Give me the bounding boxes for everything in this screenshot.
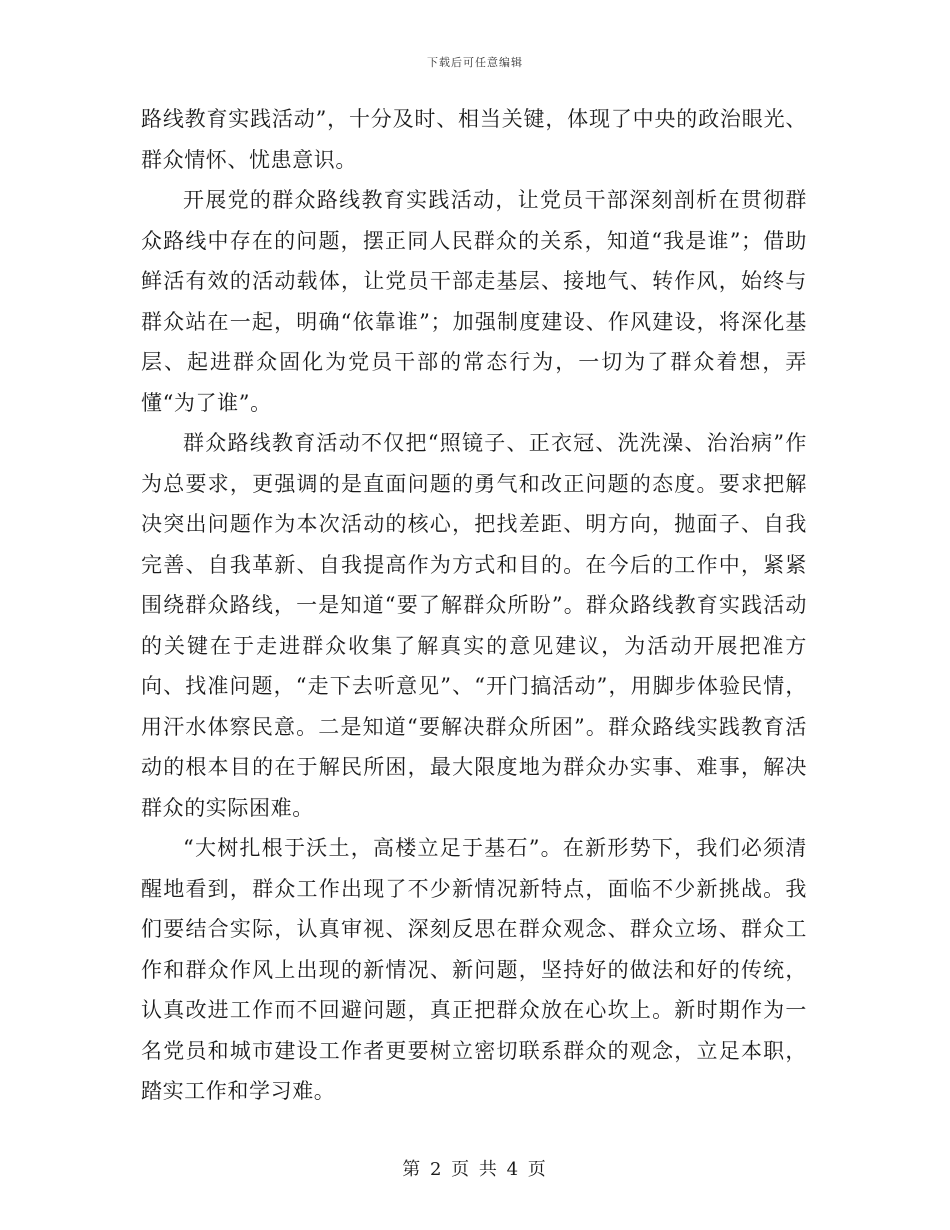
paragraph: “大树扎根于沃土，高楼立足于基石”。在新形势下，我们必须清醒地看到，群众工作出现了不少新情况新特点，面临不少新挑战。我们要结合实际，认真审视、深刻反思在群众观念、群众立场、群众工作和群众作风上出现的新情况、新问题，坚持好的做法和好的传统，认真改进工作而不回避问题，真正把群众放在心坎上。新时期作为一名党员和城市建设工作者更要树立密切联系群众的观念，立足本职，踏实工作和学习难。	[141, 836, 807, 1103]
paragraph: 群众路线教育活动不仅把“照镜子、正衣冠、洗洗澡、治治病”作为总要求，更强调的是直面问题的勇气和改正问题的态度。要求把解决突出问题作为本次活动的核心，把找差距、明方向，抛面子、自我完善、自我革新、自我提高作为方式和目的。在今后的工作中，紧紧围绕群众路线，一是知道“要了解群众所盼”。群众路线教育实践活动的关键在于走进群众收集了解真实的意见建议，为活动开展把准方向、找准问题，“走下去听意见”、“开门搞活动”，用脚步体验民情，用汗水体察民意。二是知道“要解决群众所困”。群众路线实践教育活动的根本目的在于解民所困，最大限度地为群众办实事、难事，解决群众的实际困难。	[141, 431, 807, 820]
paragraph: 开展党的群众路线教育实践活动，让党员干部深刻剖析在贯彻群众路线中存在的问题，摆正同人民群众的关系，知道“我是谁”；借助鲜活有效的活动载体，让党员干部走基层、接地气、转作风，始终与群众站在一起，明确“依靠谁”；加强制度建设、作风建设，将深化基层、起进群众固化为党员干部的常态行为，一切为了群众着想，弄懂“为了谁”。	[141, 188, 807, 415]
page-number-footer: 第 2 页 共 4 页	[402, 1159, 548, 1180]
page-header: 下载后可任意编辑	[427, 56, 523, 69]
document-body	[141, 99, 807, 1112]
paragraph-continuation: 路线教育实践活动”，十分及时、相当关键，体现了中央的政治眼光、群众情怀、忧患意识。	[141, 107, 807, 172]
